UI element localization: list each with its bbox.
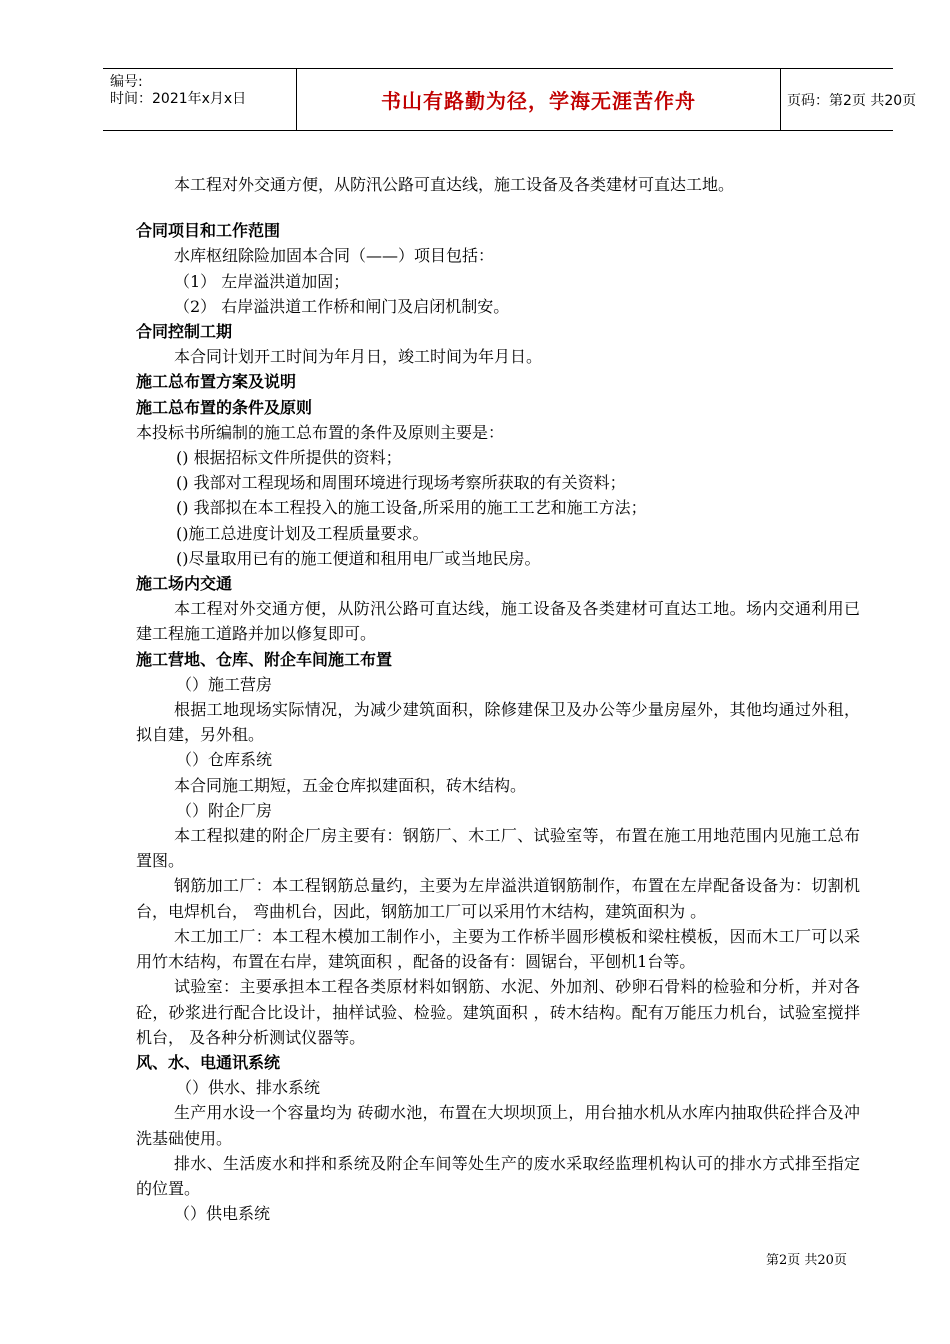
list-item: ()施工总进度计划及工程质量要求。 <box>176 523 429 543</box>
paragraph: 水库枢纽除险加固本合同（——）项目包括： <box>174 246 495 266</box>
paragraph: 生产用水设一个容量均为 砖砌水池，布置在大坝坝顶上，用台抽水机从水库内抽取供砼拌合及冲洗基础使用。 <box>136 1103 860 1148</box>
list-item: () 根据招标文件所提供的资料； <box>176 448 402 468</box>
header-page-cell <box>780 69 917 130</box>
paragraph: 木工加工厂：本工程木模加工制作小，主要为工作桥半圆形模板和梁柱模板，因而木工厂可以采用竹木结构，布置在右岸，建筑面积 ，配备的设备有：圆锯台，平刨机1台等。 <box>136 926 860 972</box>
subsection-label: （）施工营房 <box>176 674 273 694</box>
header-page-info: 页码：第2页 共20页 <box>787 92 917 109</box>
paragraph: 钢筋加工厂：本工程钢筋总量约，主要为左岸溢洪道钢筋制作，布置在左岸配备设备为：切割机台，电焊机台， 弯曲机台，因此，钢筋加工厂可以采用竹木结构，建筑面积为 。 <box>136 876 860 921</box>
list-item: （2） 右岸溢洪道工作桥和闸门及启闭机制安。 <box>174 296 510 316</box>
paragraph: 本投标书所编制的施工总布置的条件及原则主要是： <box>136 422 505 442</box>
list-item: ()尽量取用已有的施工便道和租用电厂或当地民房。 <box>176 548 541 568</box>
section-heading: 施工总布置方案及说明 <box>136 372 297 392</box>
section-heading: 合同项目和工作范围 <box>136 221 281 241</box>
paragraph: 本合同计划开工时间为年月日，竣工时间为年月日。 <box>174 347 543 367</box>
paragraph: 根据工地现场实际情况，为减少建筑面积，除修建保卫及办公等少量房屋外，其他均通过外租，拟自建，另外租。 <box>136 700 860 745</box>
header-motto-cell <box>296 69 781 130</box>
serial-label: 编号: <box>110 74 143 90</box>
subsection-label: （）供电系统 <box>174 1204 271 1224</box>
paragraph: 排水、生活废水和拌和系统及附企车间等处生产的废水采取经监理机构认可的排水方式排至指定的位置。 <box>136 1153 860 1198</box>
section-heading: 合同控制工期 <box>136 322 233 342</box>
paragraph: 本工程对外交通方便，从防汛公路可直达线，施工设备及各类建材可直达工地。 <box>174 175 735 194</box>
list-item: () 我部对工程现场和周围环境进行现场考察所获取的有关资料； <box>176 473 626 493</box>
section-heading: 施工场内交通 <box>136 574 233 594</box>
list-item: () 我部拟在本工程投入的施工设备,所采用的施工工艺和施工方法； <box>176 498 647 518</box>
page-header <box>103 68 917 131</box>
subsection-label: （）供水、排水系统 <box>176 1078 321 1098</box>
list-item: （1） 左岸溢洪道加固； <box>174 271 350 291</box>
paragraph: 本工程对外交通方便，从防汛公路可直达线，施工设备及各类建材可直达工地。场内交通利用已建工程施工道路并加以修复即可。 <box>136 599 860 644</box>
paragraph: 本合同施工期短，五金仓库拟建面积，砖木结构。 <box>174 775 527 795</box>
time-label: 时间：2021年x月x日 <box>110 91 247 107</box>
section-heading: 施工总布置的条件及原则 <box>136 397 313 417</box>
section-heading: 风、水、电通讯系统 <box>136 1052 281 1072</box>
document-body <box>136 172 860 1226</box>
paragraph: 试验室：主要承担本工程各类原材料如钢筋、水泥、外加剂、砂卵石骨料的检验和分析，并对各砼，砂浆进行配合比设计，抽样试验、检验。建筑面积 ，砖木结构。配有万能压力机台，试验室搅拌机台， 及各种分析测试仪器等。 <box>136 977 860 1047</box>
section-heading: 施工营地、仓库、附企车间施工布置 <box>136 649 393 669</box>
paragraph: 本工程拟建的附企厂房主要有：钢筋厂、木工厂、试验室等，布置在施工用地范围内见施工总布置图。 <box>136 826 860 871</box>
header-meta <box>103 69 296 130</box>
subsection-label: （）附企厂房 <box>176 800 273 820</box>
page-footer: 第2页 共20页 <box>766 1253 847 1268</box>
subsection-label: （）仓库系统 <box>176 750 273 770</box>
header-motto: 书山有路勤为径，学海无涯苦作舟 <box>381 89 696 113</box>
